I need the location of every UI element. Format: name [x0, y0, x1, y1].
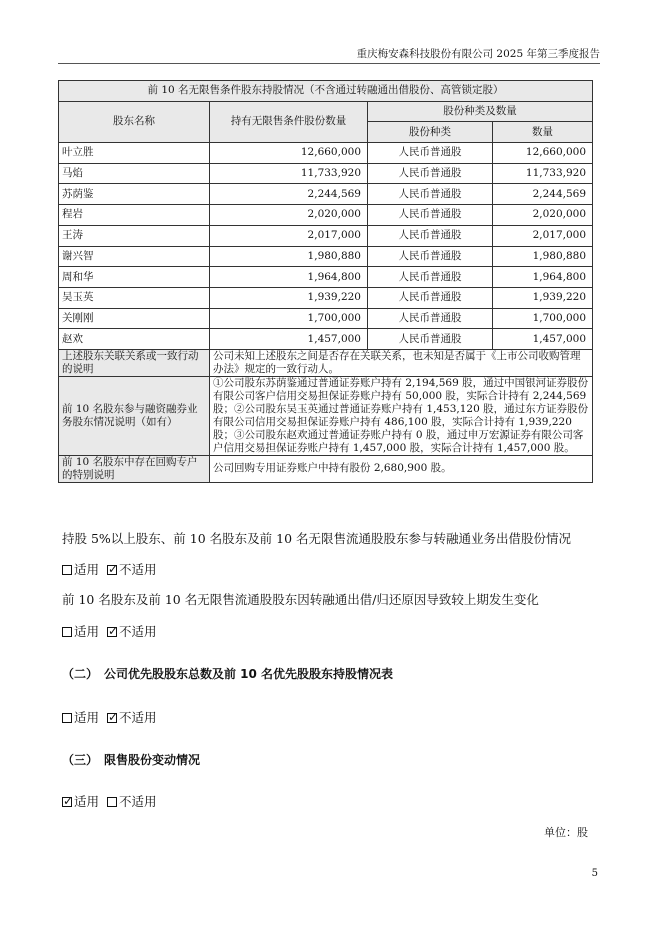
holder-qty: 2,020,000 — [210, 205, 368, 226]
share-type: 人民币普通股 — [368, 225, 493, 246]
col-header-name: 股东名称 — [59, 101, 210, 142]
relation-text: 公司未知上述股东之间是否存在关联关系，也未知是否属于《上市公司收购管理办法》规定的一致行动人。 — [210, 349, 593, 376]
holder-qty: 1,700,000 — [210, 308, 368, 329]
table-header-row — [59, 101, 593, 122]
refinancing-change-options — [62, 622, 157, 640]
share-type: 人民币普通股 — [368, 329, 493, 350]
share-type: 人民币普通股 — [368, 246, 493, 267]
table-row — [59, 184, 593, 205]
holder-name: 吴玉英 — [59, 287, 210, 308]
holder-name: 周和华 — [59, 267, 210, 288]
unit-label: 单位：股 — [544, 826, 588, 839]
table-row — [59, 329, 593, 350]
table-title-row — [59, 81, 593, 102]
margin-trading-text: ①公司股东苏荫鉴通过普通证券账户持有 2,194,569 股，通过中国银河证券股份有限公司客户信用交易担保证券账户持有 50,000 股，实际合计持有 2,244,569 股；②公司股东吴玉英通过普通证券账户持有 1,453,120 股，通过东方证券股份有限公司信用交易担保证券账户持有 486,100 股，实际合计持有 1,939,220 股；③公司股东赵欢通过普通证券账户持有 0 股，通过申万宏源证券有限公司客户信用交易担保证券账户持有 1,457,000 股，实际合计持有 1,457,000 股。 — [210, 376, 593, 455]
share-type: 人民币普通股 — [368, 143, 493, 164]
holder-qty: 1,939,220 — [210, 287, 368, 308]
unchecked-box-icon[interactable] — [107, 797, 117, 807]
option-not-applicable-label: 不适用 — [119, 710, 157, 725]
share-type: 人民币普通股 — [368, 287, 493, 308]
share-amount: 1,980,880 — [493, 246, 593, 267]
page-header — [0, 0, 662, 64]
share-amount: 2,020,000 — [493, 205, 593, 226]
header-title: 重庆梅安森科技股份有限公司 2025 年第三季度报告 — [356, 48, 600, 60]
holder-qty: 12,660,000 — [210, 143, 368, 164]
checked-box-icon[interactable] — [62, 797, 72, 807]
col-header-type: 股份种类 — [368, 122, 493, 143]
refinancing-lending-options — [62, 560, 157, 578]
option-not-applicable-label: 不适用 — [119, 624, 157, 639]
holder-name: 叶立胜 — [59, 143, 210, 164]
holder-qty: 2,244,569 — [210, 184, 368, 205]
option-not-applicable-label: 不适用 — [119, 562, 157, 577]
unchecked-box-icon[interactable] — [62, 627, 72, 637]
option-applicable-label: 适用 — [74, 562, 100, 577]
refinancing-lending-paragraph: 持股 5%以上股东、前 10 名股东及前 10 名无限售流通股股东参与转融通业务出借股份情况 — [62, 531, 572, 546]
holder-name: 马焰 — [59, 163, 210, 184]
restricted-shares-options — [62, 792, 157, 810]
holder-name: 王涛 — [59, 225, 210, 246]
page-number: 5 — [591, 868, 598, 879]
table-row — [59, 205, 593, 226]
share-type: 人民币普通股 — [368, 205, 493, 226]
relation-label: 上述股东关联关系或一致行动的说明 — [59, 349, 210, 376]
option-applicable-label: 适用 — [74, 624, 100, 639]
checked-box-icon[interactable] — [107, 713, 117, 723]
margin-trading-label: 前 10 名股东参与融资融券业务股东情况说明（如有） — [59, 376, 210, 455]
refinancing-change-paragraph: 前 10 名股东及前 10 名无限售流通股股东因转融通出借/归还原因导致较上期发生变化 — [62, 592, 539, 607]
holder-name: 谢兴智 — [59, 246, 210, 267]
table-row — [59, 287, 593, 308]
share-type: 人民币普通股 — [368, 267, 493, 288]
buyback-text: 公司回购专用证券账户中持有股份 2,680,900 股。 — [210, 455, 593, 482]
col-header-amount: 数量 — [493, 122, 593, 143]
buyback-label: 前 10 名股东中存在回购专户的特别说明 — [59, 455, 210, 482]
share-type: 人民币普通股 — [368, 184, 493, 205]
unchecked-box-icon[interactable] — [62, 565, 72, 575]
buyback-row — [59, 455, 593, 482]
option-applicable-label: 适用 — [74, 710, 100, 725]
share-amount: 11,733,920 — [493, 163, 593, 184]
col-header-type-group: 股份种类及数量 — [368, 101, 593, 122]
option-applicable-label: 适用 — [74, 794, 100, 809]
holder-name: 苏荫鉴 — [59, 184, 210, 205]
table-row — [59, 163, 593, 184]
holder-name: 赵欢 — [59, 329, 210, 350]
section-2-title: （二） 公司优先股股东总数及前 10 名优先股股东持股情况表 — [62, 667, 394, 681]
share-amount: 12,660,000 — [493, 143, 593, 164]
top10-unrestricted-holders-table — [58, 80, 593, 483]
checked-box-icon[interactable] — [107, 565, 117, 575]
option-not-applicable-label: 不适用 — [119, 794, 157, 809]
header-divider — [58, 63, 600, 64]
holder-name: 程岩 — [59, 205, 210, 226]
share-type: 人民币普通股 — [368, 163, 493, 184]
holder-qty: 1,457,000 — [210, 329, 368, 350]
holder-qty: 2,017,000 — [210, 225, 368, 246]
col-header-qty: 持有无限售条件股份数量 — [210, 101, 368, 142]
unchecked-box-icon[interactable] — [62, 713, 72, 723]
holder-qty: 1,964,800 — [210, 267, 368, 288]
table-row — [59, 267, 593, 288]
relation-row — [59, 349, 593, 376]
share-amount: 1,939,220 — [493, 287, 593, 308]
section-3-title: （三） 限售股份变动情况 — [62, 753, 201, 767]
holder-name: 关刚刚 — [59, 308, 210, 329]
margin-trading-row — [59, 376, 593, 455]
checked-box-icon[interactable] — [107, 627, 117, 637]
table-row — [59, 225, 593, 246]
share-type: 人民币普通股 — [368, 308, 493, 329]
share-amount: 1,457,000 — [493, 329, 593, 350]
share-amount: 2,017,000 — [493, 225, 593, 246]
share-amount: 2,244,569 — [493, 184, 593, 205]
share-amount: 1,964,800 — [493, 267, 593, 288]
table-row — [59, 308, 593, 329]
preferred-shares-options — [62, 708, 157, 726]
holder-qty: 1,980,880 — [210, 246, 368, 267]
holder-qty: 11,733,920 — [210, 163, 368, 184]
table-title: 前 10 名无限售条件股东持股情况（不含通过转融通出借股份、高管锁定股） — [59, 81, 593, 102]
table-row — [59, 246, 593, 267]
share-amount: 1,700,000 — [493, 308, 593, 329]
table-row — [59, 143, 593, 164]
